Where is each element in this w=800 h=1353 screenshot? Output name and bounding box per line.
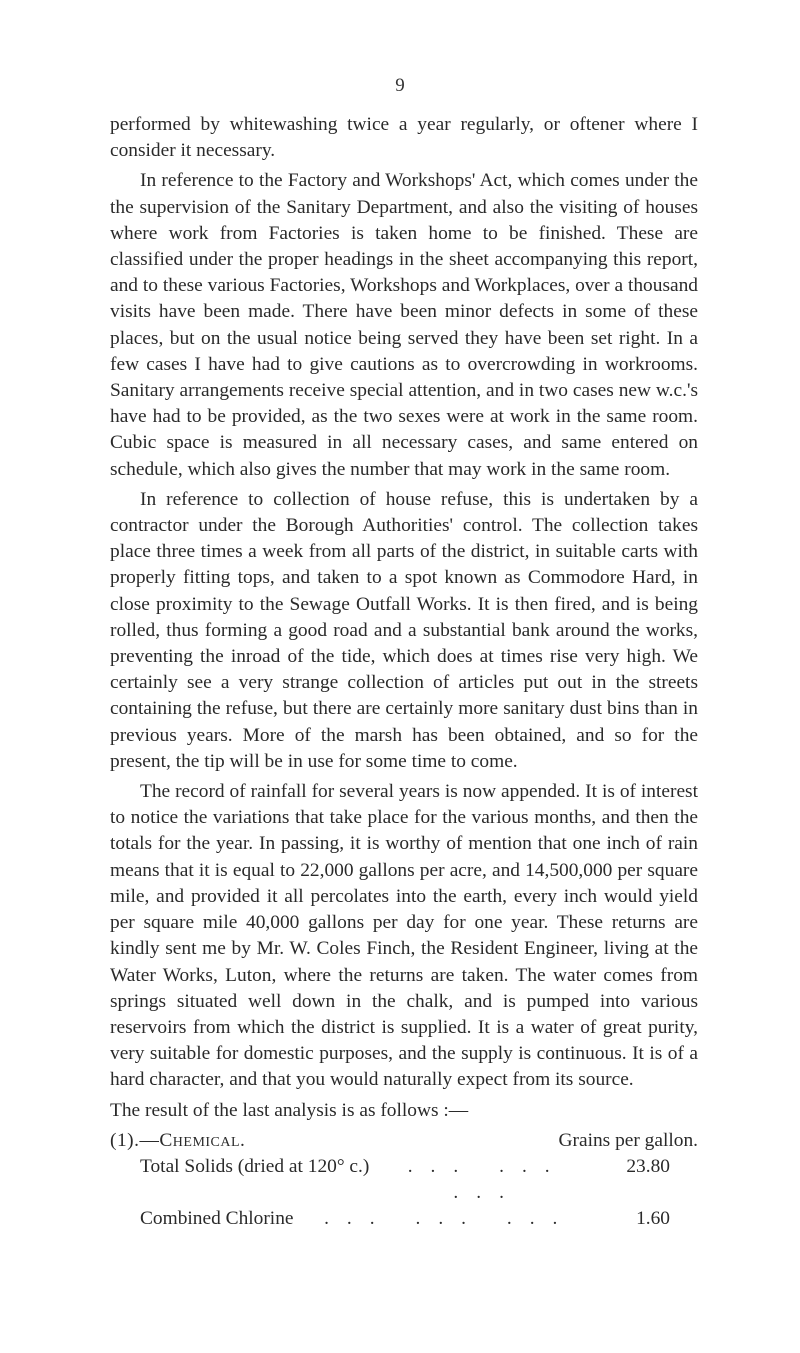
paragraph-rainfall-water: The record of rainfall for several years is now appended. It is of interest to notice the variations that take place for the various months, and then the totals for the year. In passing, it is worthy of mention that one inch of rain means that it is equal to 22,000 gallons per acre, and 14,500,000 per square mile, and provided it all percolates into the earth, every inch would yield per square mile 40,000 gallons per day for one year. These returns are kindly sent me by Mr. W. Coles Finch, the Resident Engineer, living at the Water Works, Luton, where the returns are taken. The water comes from springs situated well down in the chalk, and is pumped into various reservoirs from which the district is supplied. It is a water of great purity, very suitable for domestic purposes, and the supply is continuous. It is of a hard character, and that you would naturally expect from its source. (110, 781, 698, 1091)
analysis-intro: The result of the last analysis is as follows :— (110, 1099, 469, 1121)
paragraph-continuation: performed by whitewashing twice a year regularly, or oftener where I consider it necessary. (110, 114, 698, 162)
paragraph-house-refuse: In reference to collection of house refuse, this is undertaken by a contractor under the Borough Authorities' control. The collection takes place three times a week from all parts of the district, in suitable carts with properly fitting tops, and taken to a spot known as Commodore Hard, in close proximity to the Sewage Outfall Works. It is then fired, and is being rolled, thus forming a good road and a substantial bank around the works, preventing the inroad of the tide, which does at times rise very high. We certainly see a very strange collection of articles put out in the streets containing the refuse, but there are certainly more sanitary dust bins than in previous years. More of the marsh has been obtained, and so for the present, the tip will be in use for some time to come. (110, 488, 698, 772)
analysis-row-value: 23.80 (626, 1155, 670, 1177)
analysis-row (110, 1154, 698, 1206)
analysis-row-value: 1.60 (636, 1208, 670, 1230)
analysis-heading (110, 1128, 698, 1154)
dot-leader: ... ... ... (324, 1208, 576, 1230)
analysis-row (110, 1206, 698, 1232)
report-body (110, 112, 698, 1233)
page-number: 9 (395, 75, 405, 96)
dot-leader: ... ... ... (407, 1155, 568, 1204)
analysis-section (110, 1098, 698, 1233)
analysis-row-label: Combined Chlorine (140, 1208, 294, 1230)
analysis-row-label: Total Solids (dried at 120° c.) (140, 1155, 370, 1177)
analysis-unit-header: Grains per gallon. (558, 1129, 698, 1151)
paragraph-factory-workshops: In reference to the Factory and Workshops' Act, which comes under the the supervision of the Sanitary Department, and also the visiting of houses where work from Factories is taken home to be finished. These are classified under the proper headings in the sheet accompanying this report, and to these various Factories, Workshops and Workplaces, over a thousand visits have been made. There have been minor defects in some of these places, but on the usual notice being served they have been set right. In a few cases I have had to give cautions as to overcrowding in workrooms. Sanitary arrangements receive special attention, and in two cases new w.c.'s have had to be provided, as the two sexes were at work in the same room. Cubic space is measured in all necessary cases, and same entered on schedule, which also gives the number that may work in the same room. (110, 170, 698, 480)
analysis-section-label: (1).—Chemical. (110, 1129, 246, 1151)
